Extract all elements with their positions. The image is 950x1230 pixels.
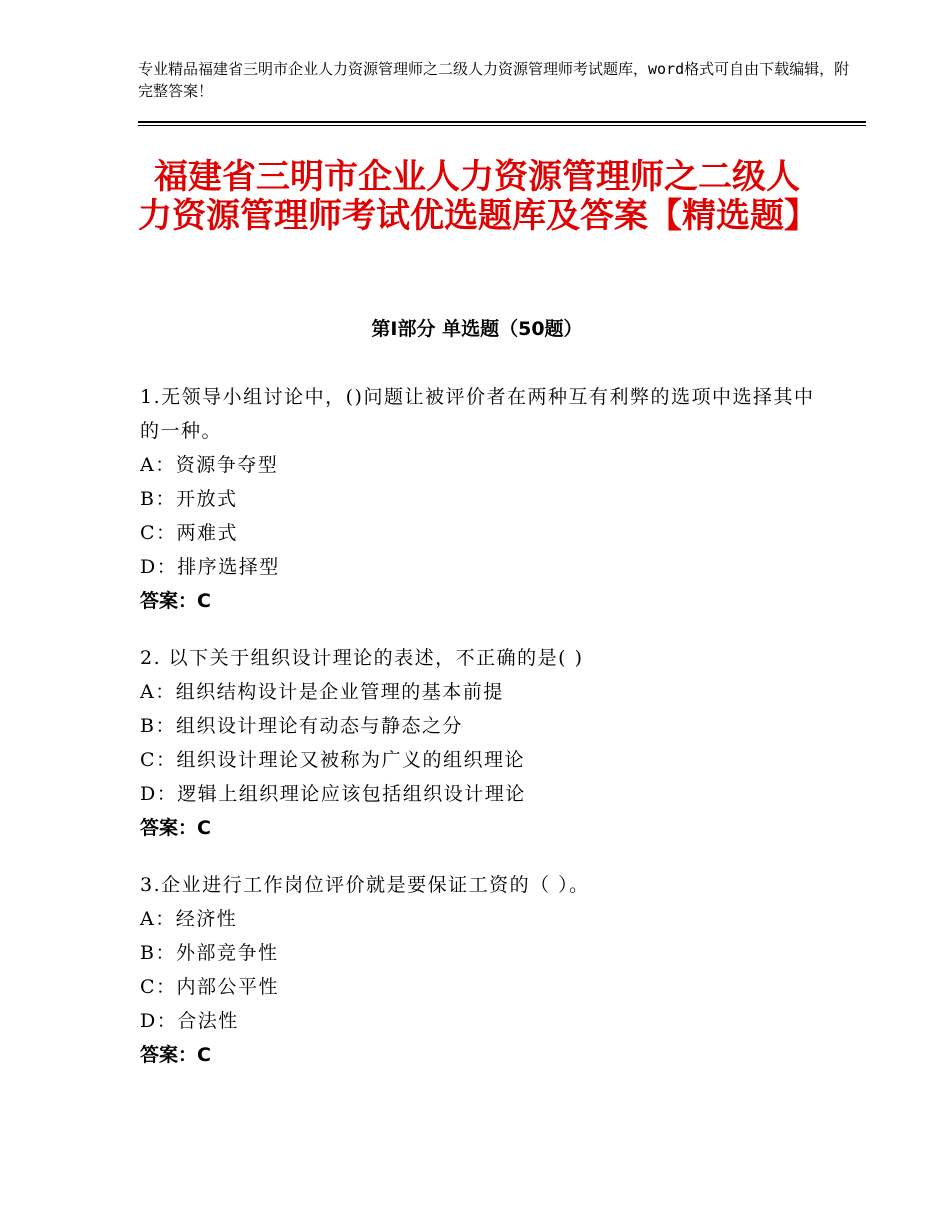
option-d: D：逻辑上组织理论应该包括组织设计理论 xyxy=(140,783,526,805)
option-c: C：组织设计理论又被称为广义的组织理论 xyxy=(140,749,526,771)
header-rule-thin xyxy=(138,125,866,126)
answer: 答案：C xyxy=(140,590,211,612)
question-1 xyxy=(140,380,820,618)
option-a: A：组织结构设计是企业管理的基本前提 xyxy=(140,681,504,703)
question-list xyxy=(140,380,820,1095)
question-3 xyxy=(140,868,820,1072)
option-d: D：合法性 xyxy=(140,1010,239,1032)
question-2 xyxy=(140,641,820,845)
option-d: D：排序选择型 xyxy=(140,556,280,578)
option-b: B：开放式 xyxy=(140,488,238,510)
document-title: 福建省三明市企业人力资源管理师之二级人力资源管理师考试优选题库及答案【精选题】 xyxy=(138,157,818,236)
option-c: C：内部公平性 xyxy=(140,976,280,998)
answer: 答案：C xyxy=(140,1044,211,1066)
option-b: B：组织设计理论有动态与静态之分 xyxy=(140,715,463,737)
option-a: A：资源争夺型 xyxy=(140,454,279,476)
option-b: B：外部竞争性 xyxy=(140,942,279,964)
header-rule-thick xyxy=(138,121,866,123)
header-note: 专业精品福建省三明市企业人力资源管理师之二级人力资源管理师考试题库，word格式可自由下载编辑，附完整答案！ xyxy=(138,60,850,100)
option-a: A：经济性 xyxy=(140,908,238,930)
question-stem: 2. 以下关于组织设计理论的表述，不正确的是( ) xyxy=(140,647,584,669)
section-title: 第Ⅰ部分 单选题（50题） xyxy=(371,318,583,340)
question-stem: 3.企业进行工作岗位评价就是要保证工资的（ ）。 xyxy=(140,874,590,896)
option-c: C：两难式 xyxy=(140,522,239,544)
question-stem: 1.无领导小组讨论中，()问题让被评价者在两种互有利弊的选项中选择其中的一种。 xyxy=(140,386,815,442)
answer: 答案：C xyxy=(140,817,211,839)
